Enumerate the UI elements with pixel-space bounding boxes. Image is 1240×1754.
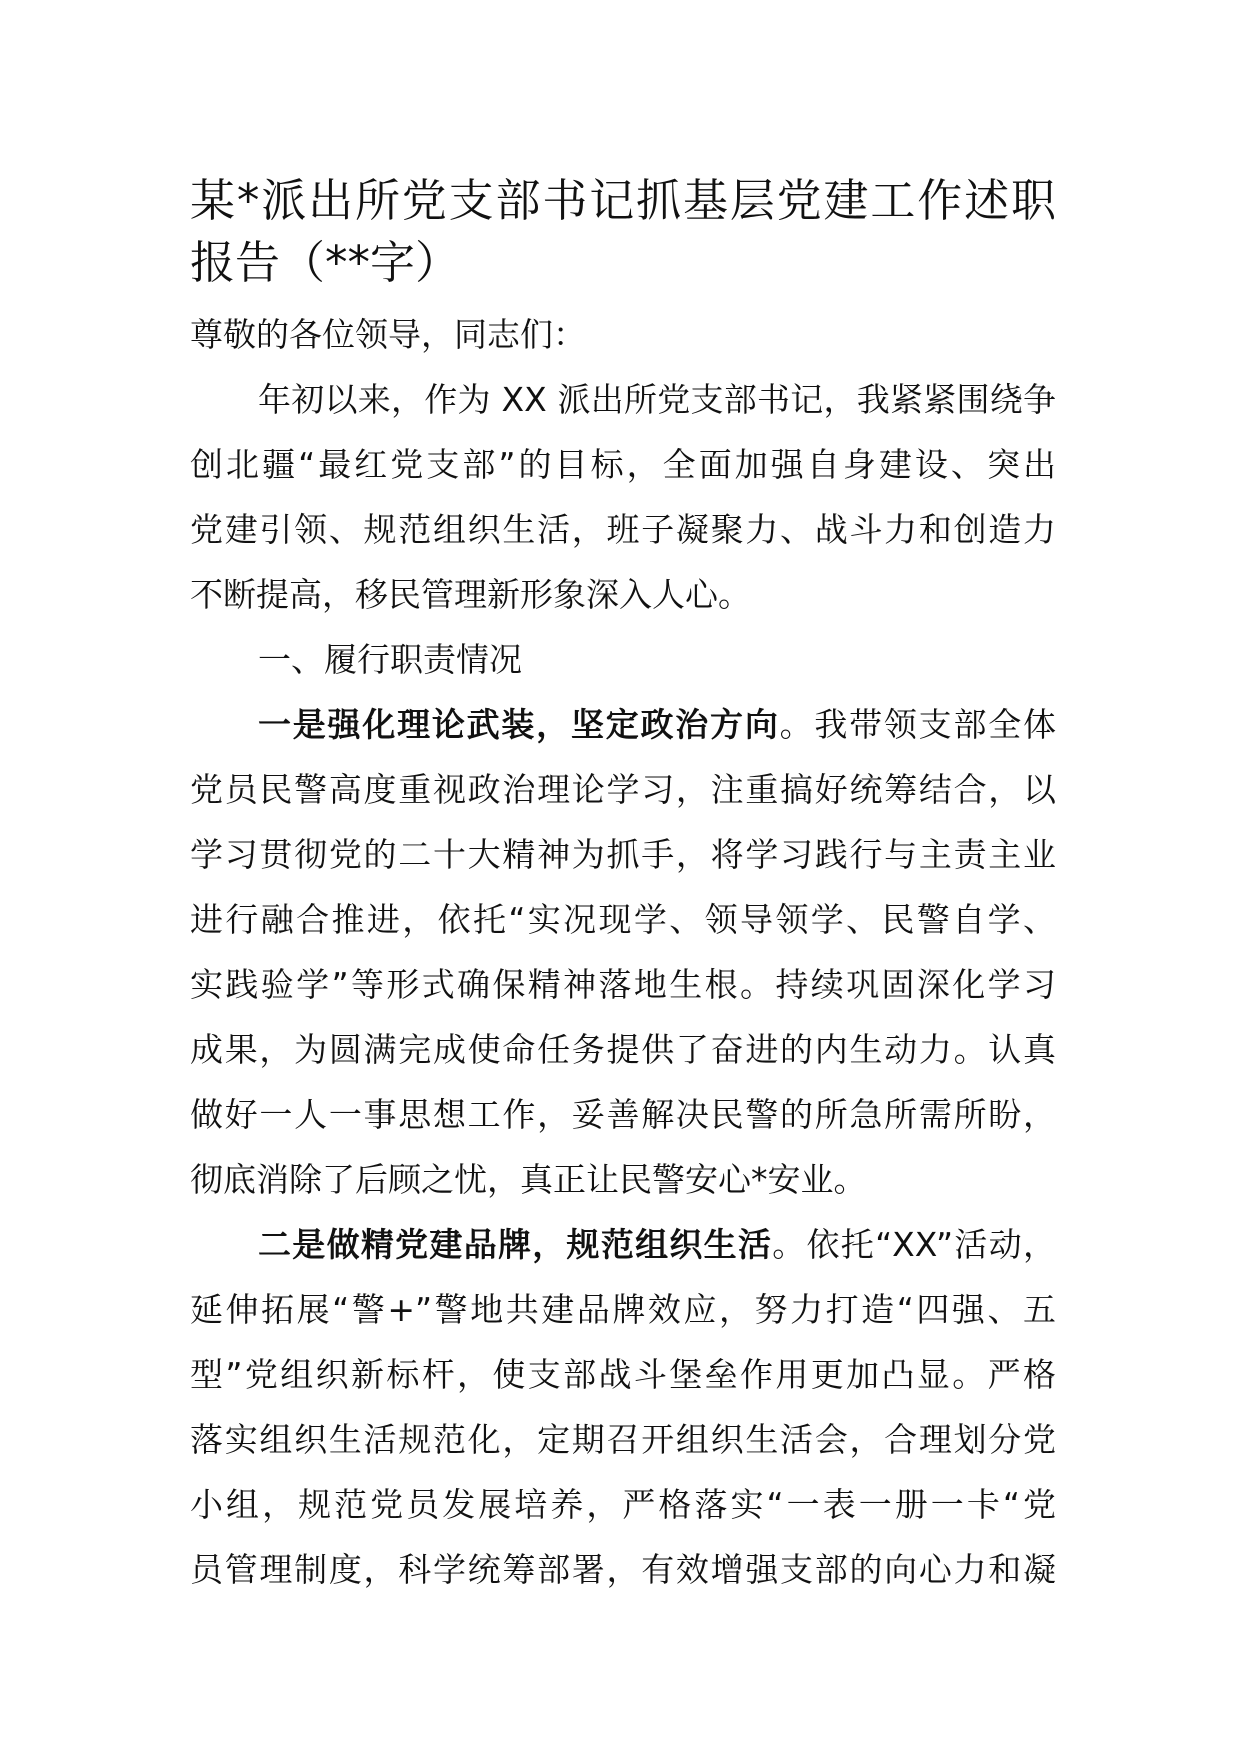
lead-rest: 。依托“XX”活动， — [772, 1225, 1056, 1264]
text-line: 学习贯彻党的二十大精神为抓手，将学习践行与主责主业 — [190, 835, 1056, 874]
text-line: 党建引领、规范组织生活，班子凝聚力、战斗力和创造力 — [190, 510, 1056, 549]
document-title — [190, 170, 1056, 294]
text-line: 彻底消除了后顾之忧，真正让民警安心*安业。 — [190, 1160, 867, 1199]
text-line: 不断提高，移民管理新形象深入人心。 — [190, 575, 751, 614]
text-line: 小组，规范党员发展培养，严格落实“一表一册一卡“党 — [190, 1485, 1056, 1524]
text-line: 实践验学”等形式确保精神落地生根。持续巩固深化学习 — [190, 965, 1056, 1004]
text-line: 做好一人一事思想工作，妥善解决民警的所急所需所盼， — [190, 1095, 1056, 1134]
text-line: 员管理制度，科学统筹部署，有效增强支部的向心力和凝 — [190, 1550, 1056, 1589]
text-line — [190, 1212, 1056, 1277]
text-line: 党员民警高度重视政治理论学习，注重搞好统筹结合，以 — [190, 770, 1056, 809]
text-line: 型”党组织新标杆，使支部战斗堡垒作用更加凸显。严格 — [190, 1355, 1056, 1394]
text-line: 延伸拓展“警+”警地共建品牌效应，努力打造“四强、五 — [190, 1290, 1056, 1329]
bold-lead: 一是强化理论武装，坚定政治方向 — [258, 705, 780, 744]
section-heading: 一、履行职责情况 — [258, 640, 522, 679]
text-line: 进行融合推进，依托“实况现学、领导领学、民警自学、 — [190, 900, 1056, 939]
salutation: 尊敬的各位领导，同志们： — [190, 315, 586, 354]
text-line: 成果，为圆满完成使命任务提供了奋进的内生动力。认真 — [190, 1030, 1056, 1069]
text-line — [190, 692, 1056, 757]
text-line: 落实组织生活规范化，定期召开组织生活会，合理划分党 — [190, 1420, 1056, 1459]
title-line-1: 某*派出所党支部书记抓基层党建工作述职 — [190, 174, 1056, 227]
lead-rest: 。我带领支部全体 — [779, 705, 1057, 744]
title-line-2: 报告（**字） — [190, 236, 461, 289]
paragraph-1 — [190, 692, 1056, 1212]
bold-lead: 二是做精党建品牌，规范组织生活 — [258, 1225, 773, 1264]
text-line: 年初以来，作为 XX 派出所党支部书记，我紧紧围绕争 — [258, 380, 1056, 419]
intro-paragraph — [190, 367, 1056, 627]
text-line: 创北疆“最红党支部”的目标，全面加强自身建设、突出 — [190, 445, 1056, 484]
document-page — [190, 170, 1056, 1602]
paragraph-2 — [190, 1212, 1056, 1602]
